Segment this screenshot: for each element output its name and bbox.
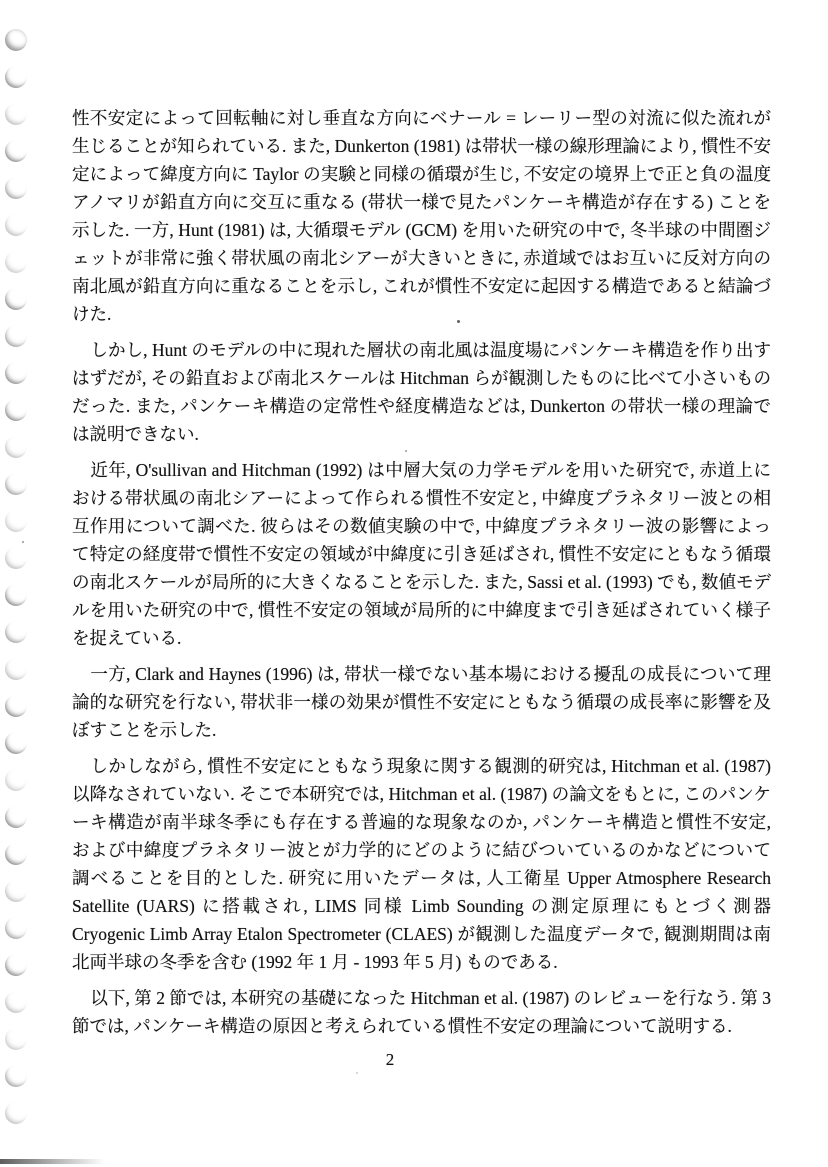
paragraph: 以下, 第 2 節では, 本研究の基礎になった Hitchman et al. (1987) のレビューを行なう. 第 3 節では, パンケーキ構造の原因と考えられている慣性不安定の理論について説明する. [72,988,771,1036]
scan-speck [457,320,460,323]
binding-hole [5,1028,27,1050]
binding-hole [5,695,27,717]
binding-hole [5,806,27,828]
binding-hole [5,547,27,569]
page-text [72,104,771,1040]
page-number: 2 [385,1050,395,1069]
binding-hole [5,880,27,902]
paragraph: 近年, O'sullivan and Hitchman (1992) は中層大気の力学モデルを用いた研究で, 赤道上における帯状風の南北シアーによって作られる慣性不安定と, 中緯度プラネタリー波との相互作用について調べた. 彼らはその数値実験の中で, 中緯度プラネタリー波の影響によって特定の経度帯で慣性不安定の領域が中緯度に引き延ばされ, 慣性不安定にともなう循環の南北スケールが局所的に大きくなることを示した. また, Sassi et al. (1993) でも, 数値モデルを用いた研究の中で, 慣性不安定の領域が局所的に中緯度まで引き延ばされていく様子を捉えている. [72,460,771,648]
binding-hole [5,954,27,976]
binding-holes [0,0,40,1167]
scan-speck [22,541,24,543]
binding-hole [5,251,27,273]
paragraph: 一方, Clark and Haynes (1996) は, 帯状一様でない基本場における擾乱の成長について理論的な研究を行ない, 帯状非一様の効果が慣性不安定にともなう循環の成長率に影響を及ぼすことを示した. [72,664,771,740]
binding-hole [5,288,27,310]
binding-hole [5,436,27,458]
binding-hole [5,769,27,791]
paragraph: 性不安定によって回転軸に対し垂直な方向にベナール = レーリー型の対流に似た流れが生じることが知られている. また, Dunkerton (1981) は帯状一様の線形理論により, 慣性不安定によって緯度方向に Taylor の実験と同様の循環が生じ, 不安定の境界上で正と負の温度アノマリが鉛直方向に交互に重なる (帯状一様で見たパンケーキ構造が存在する) ことを示した. 一方, Hunt (1981) は, 大循環モデル (GCM) を用いた研究の中で, 冬半球の中間圏ジェットが非常に強く帯状風の南北シアーが大きいときに, 赤道域ではお互いに反対方向の南北風が鉛直方向に重なることを示し, これが慣性不安定に起因する構造であると結論づけた. [72,108,771,324]
binding-hole [5,29,27,51]
scan-edge-shadow [0,1159,105,1164]
binding-hole [5,510,27,532]
paragraph: しかしながら, 慣性不安定にともなう現象に関する観測的研究は, Hitchman et al. (1987) 以降なされていない. そこで本研究では, Hitchman et al. (1987) の論文をもとに, このパンケーキ構造が南半球冬季にも存在する普遍的な現象なのか, パンケーキ構造と慣性不安定, および中緯度プラネタリー波とが力学的にどのように結びついているのかなどについて調べることを目的とした. 研究に用いたデータは, 人工衛星 Upper Atmosphere Research Satellite (UARS) に搭載され, LIMS 同様 Limb Sounding の測定原理にもとづく測器 Cryogenic Limb Array Etalon Spectrometer (CLAES) が観測した温度データで, 観測期間は南北両半球の冬季を含む (1992 年 1 月 - 1993 年 5 月) ものである. [72,756,771,972]
binding-hole [5,140,27,162]
scan-speck [356,1072,358,1074]
binding-hole [5,177,27,199]
binding-hole [5,843,27,865]
scan-speck [405,450,407,452]
binding-hole [5,325,27,347]
binding-hole [5,473,27,495]
binding-hole [5,917,27,939]
binding-hole [5,658,27,680]
binding-hole [5,66,27,88]
binding-hole [5,362,27,384]
binding-hole [5,214,27,236]
binding-hole [5,399,27,421]
paragraph: しかし, Hunt のモデルの中に現れた層状の南北風は温度場にパンケーキ構造を作り出すはずだが, その鉛直および南北スケールは Hitchman らが観測したものに比べて小さいものだった. また, パンケーキ構造の定常性や経度構造などは, Dunkerton の帯状一様の理論では説明できない. [72,340,771,444]
binding-hole [5,621,27,643]
binding-hole [5,1065,27,1087]
binding-hole [5,732,27,754]
binding-hole [5,991,27,1013]
binding-hole [5,103,27,125]
binding-hole [5,584,27,606]
binding-hole [5,1102,27,1124]
